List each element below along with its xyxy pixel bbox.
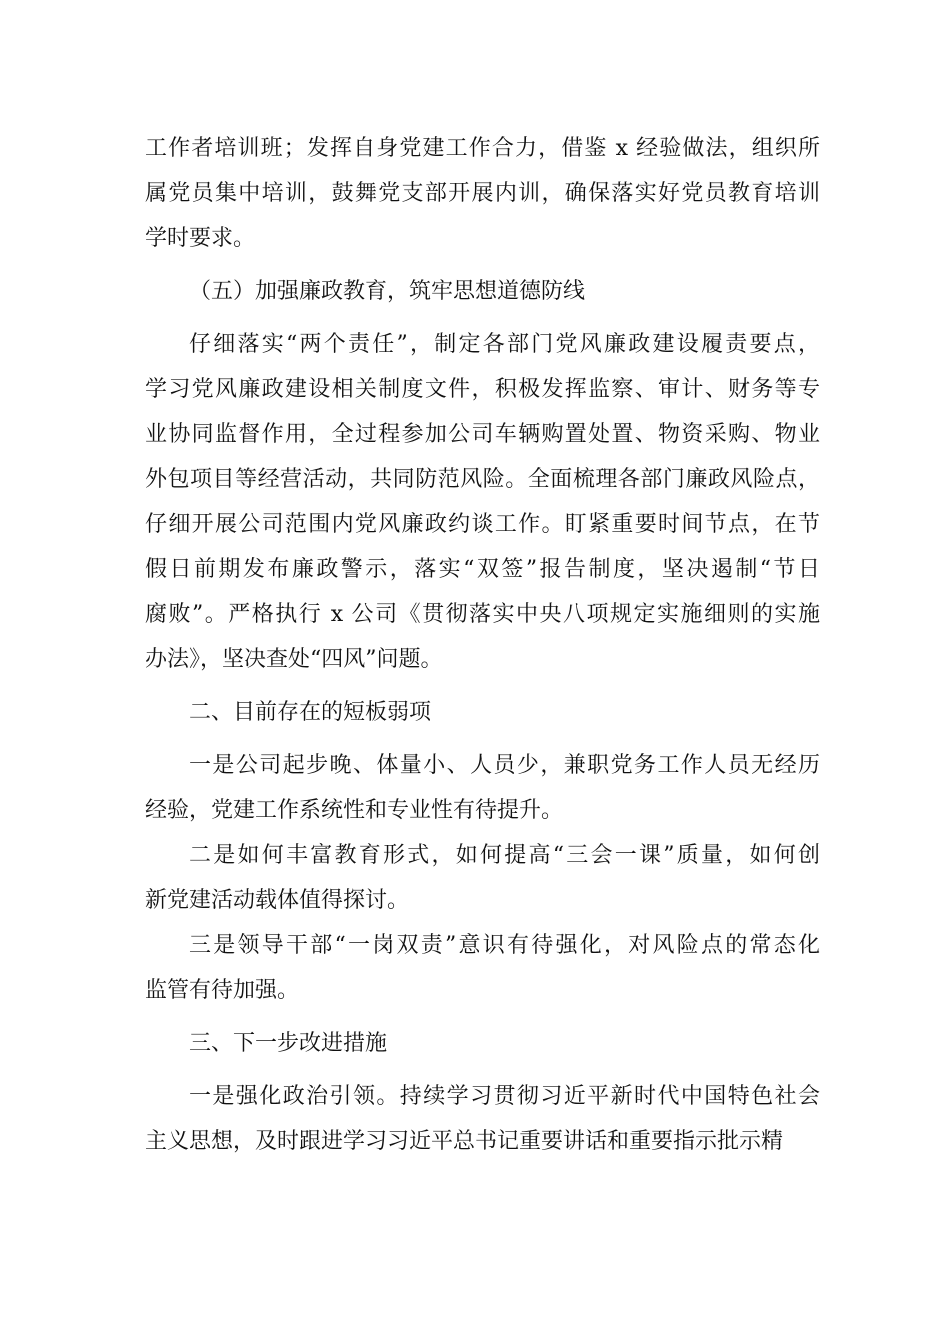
- document-body: [145, 126, 820, 1164]
- paragraph: [145, 1074, 820, 1164]
- paragraph-line: 学习党风廉政建设相关制度文件，积极发挥监察、审计、财务等专: [145, 377, 820, 402]
- paragraph-line: 三是领导干部“一岗双责”意识有待强化，对风险点的常态化: [189, 933, 820, 958]
- paragraph-line: 一是公司起步晚、体量小、人员少，兼职党务工作人员无经历: [189, 753, 820, 778]
- paragraph-line: 学时要求。: [145, 226, 256, 251]
- paragraph-line: 二是如何丰富教育形式，如何提高“三会一课”质量，如何创: [189, 843, 820, 868]
- paragraph: [145, 833, 820, 923]
- section-heading: 二、目前存在的短板弱项: [189, 700, 432, 725]
- paragraph: [145, 126, 820, 261]
- paragraph: [145, 923, 820, 1013]
- document-page: [145, 126, 820, 1164]
- paragraph-line: 监管有待加强。: [145, 978, 300, 1003]
- paragraph-line: 主义思想，及时跟进学习习近平总书记重要讲话和重要指示批示精: [145, 1129, 784, 1154]
- paragraph-line: 仔细开展公司范围内党风廉政约谈工作。盯紧重要时间节点，在节: [145, 512, 820, 537]
- paragraph-line: 属党员集中培训，鼓舞党支部开展内训，确保落实好党员教育培训: [145, 181, 820, 206]
- paragraph-line: 新党建活动载体值得探讨。: [145, 888, 410, 913]
- paragraph-line: 一是强化政治引领。持续学习贯彻习近平新时代中国特色社会: [189, 1084, 820, 1109]
- paragraph-line: 仔细落实“两个责任”，制定各部门党风廉政建设履责要点，: [189, 332, 820, 357]
- paragraph-line: 工作者培训班；发挥自身党建工作合力，借鉴 x 经验做法，组织所: [145, 136, 820, 161]
- paragraph-line: 办法》，坚决查处“四风”问题。: [145, 647, 443, 672]
- paragraph: [145, 743, 820, 833]
- paragraph-line: 腐败”。严格执行 x 公司《贯彻落实中央八项规定实施细则的实施: [145, 602, 820, 627]
- paragraph-line: 经验，党建工作系统性和专业性有待提升。: [145, 798, 564, 823]
- section-heading: 三、下一步改进措施: [189, 1031, 388, 1056]
- section-heading: （五）加强廉政教育，筑牢思想道德防线: [189, 279, 586, 304]
- paragraph: [145, 322, 820, 682]
- paragraph-line: 假日前期发布廉政警示，落实“双签”报告制度，坚决遏制“节日: [145, 557, 820, 582]
- paragraph-line: 外包项目等经营活动，共同防范风险。全面梳理各部门廉政风险点，: [145, 467, 820, 492]
- paragraph-line: 业协同监督作用，全过程参加公司车辆购置处置、物资采购、物业: [145, 422, 820, 447]
